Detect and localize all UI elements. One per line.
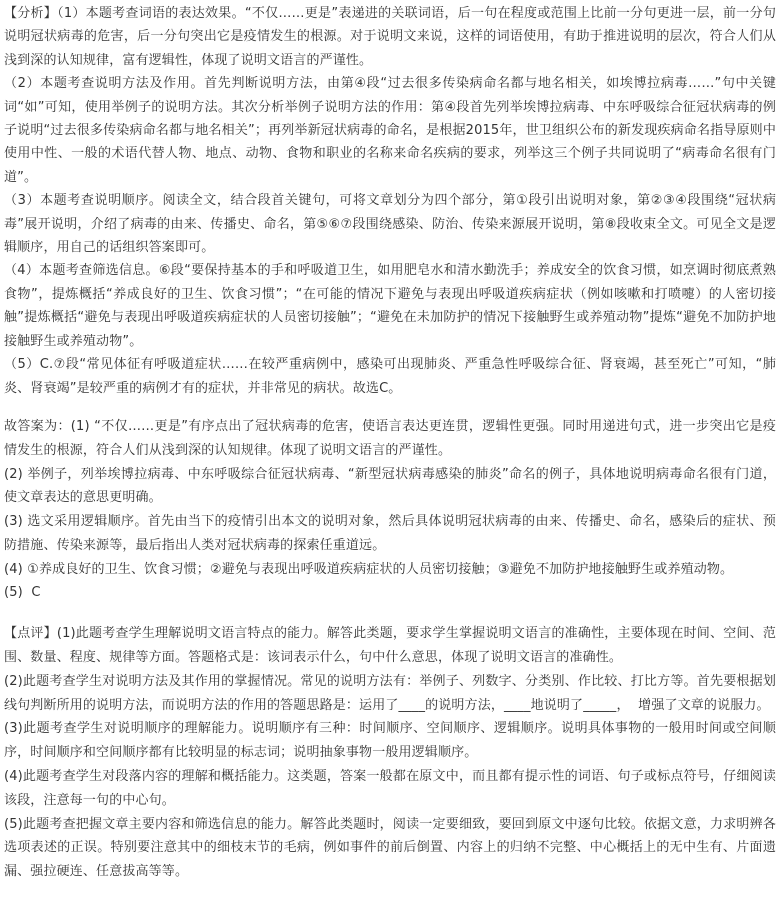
answer-paragraph-3: (3) 选文采用逻辑顺序。首先由当下的疫情引出本文的说明对象，然后具体说明冠状病毒的由来、传播史、命名，感染后的症状、预防措施、传染来源等，最后指出人类对冠状病毒的探索任重道远。: [4, 514, 776, 553]
answer-section: [4, 415, 776, 605]
analysis-paragraph-2: （2）本题考查说明方法及作用。首先判断说明方法，由第④段“过去很多传染病命名都与地名相关，如埃博拉病毒……”句中关键词“如”可知，使用举例子的说明方法。其次分析举例子说明方法的作用：第④段首先列举埃博拉病毒、中东呼吸综合征冠状病毒的例子说明“过去很多传染病命名都与地名相关”；再列举新冠状病毒的命名，是根据2015年，世卫组织公布的新发现疾病命名指导原则中使用中性、一般的术语代替人物、地点、动物、食物和职业的名称来命名疾病的要求，列举这三个例子共同说明了“病毒命名很有门道”。: [4, 76, 776, 185]
comment-paragraph-4: (4)此题考查学生对段落内容的理解和概括能力。这类题，答案一般都在原文中，而且都有提示性的词语、句子或标点符号，仔细阅读该段，注意每一句的中心句。: [4, 769, 776, 808]
analysis-paragraph-4: （4）本题考查筛选信息。⑥段“要保持基本的手和呼吸道卫生，如用肥皂水和清水勤洗手；养成安全的饮食习惯，如烹调时彻底煮熟食物”，提炼概括“养成良好的卫生、饮食习惯”；“在可能的情况下避免与表现出呼吸道疾病症状（例如咳嗽和打喷嚏）的人密切接触”提炼概括“避免与表现出呼吸道疾病症状的人员密切接触”；“避免在未加防护的情况下接触野生或养殖动物”提炼“避免不加防护地接触野生或养殖动物”。: [4, 263, 776, 349]
comment-paragraph-2: (2)此题考查学生对说明方法及其作用的掌握情况。常见的说明方法有：举例子、列数字、分类别、作比较、打比方等。首先要根据划线句判断所用的说明方法，而说明方法的作用的答题思路是：运用了____的说明方法，____地说明了_____， 增强了文章的说服力。: [4, 673, 776, 713]
comment-paragraph-5: (5)此题考查把握文章主要内容和筛选信息的能力。解答此类题时，阅读一定要细致，要回到原文中逐句比较。依据文意，力求明辨各选项表述的正误。特别要注意其中的细枝末节的毛病，例如事件的前后倒置、内容上的归纳不完整、中心概括上的无中生有、片面遗漏、强拉硬连、任意拔高等等。: [4, 816, 776, 880]
analysis-section: [4, 2, 776, 400]
comment-paragraph-3: (3)此题考查学生对说明顺序的理解能力。说明顺序有三种：时间顺序、空间顺序、逻辑顺序。说明具体事物的一般用时间或空间顺序，时间顺序和空间顺序都有比较明显的标志词；说明抽象事物一般用逻辑顺序。: [4, 721, 776, 761]
analysis-paragraph-5: （5）C.⑦段“常见体征有呼吸道症状……在较严重病例中，感染可出现肺炎、严重急性呼吸综合征、肾衰竭，甚至死亡”可知，“肺炎、肾衰竭”是较严重的病例才有的症状，并非常见的病状。故选C。: [4, 357, 776, 396]
analysis-paragraph-3: （3）本题考查说明顺序。阅读全文，结合段首关键句，可将文章划分为四个部分，第①段引出说明对象，第②③④段围绕“冠状病毒”展开说明，介绍了病毒的由来、传播史、命名，第⑤⑥⑦段围绕感染、防治、传染来源展开说明，第⑧段收束全文。可见全文是逻辑顺序，用自己的话组织答案即可。: [4, 193, 776, 256]
comment-paragraph-1: 【点评】(1)此题考查学生理解说明文语言特点的能力。解答此类题，要求学生掌握说明文语言的准确性，主要体现在时间、空间、范围、数量、程度、规律等方面。答题格式是：该词表示什么，句中什么意思，体现了说明文语言的准确性。: [4, 626, 776, 666]
comment-section: [4, 622, 776, 884]
analysis-paragraph-1: 【分析】（1）本题考查词语的表达效果。“不仅……更是”表递进的关联词语，后一句在程度或范围上比前一分句更进一层，前一分句说明冠状病毒的危害，后一分句突出它是疫情发生的根源。对于说明文来说，这样的词语使用，有助于推进说明的层次，符合人们从浅到深的认知规律，富有逻辑性，体现了说明文语言的严谨性。: [4, 6, 776, 68]
answer-paragraph-1: 故答案为：(1) “不仅……更是”有序点出了冠状病毒的危害，使语言表达更连贯，逻辑性更强。同时用递进句式，进一步突出它是疫情发生的根源，符合人们从浅到深的认知规律。体现了说明文语言的严谨性。: [4, 418, 776, 458]
solution-document: [4, 2, 776, 884]
answer-paragraph-4: (4) ①养成良好的卫生、饮食习惯；②避免与表现出呼吸道疾病症状的人员密切接触；③避免不加防护地接触野生或养殖动物。: [4, 561, 734, 577]
answer-paragraph-2: (2) 举例子，列举埃博拉病毒、中东呼吸综合征冠状病毒、“新型冠状病毒感染的肺炎”命名的例子，具体地说明病毒命名很有门道，使文章表达的意思更明确。: [4, 466, 776, 506]
answer-paragraph-5: (5) C: [4, 585, 41, 601]
